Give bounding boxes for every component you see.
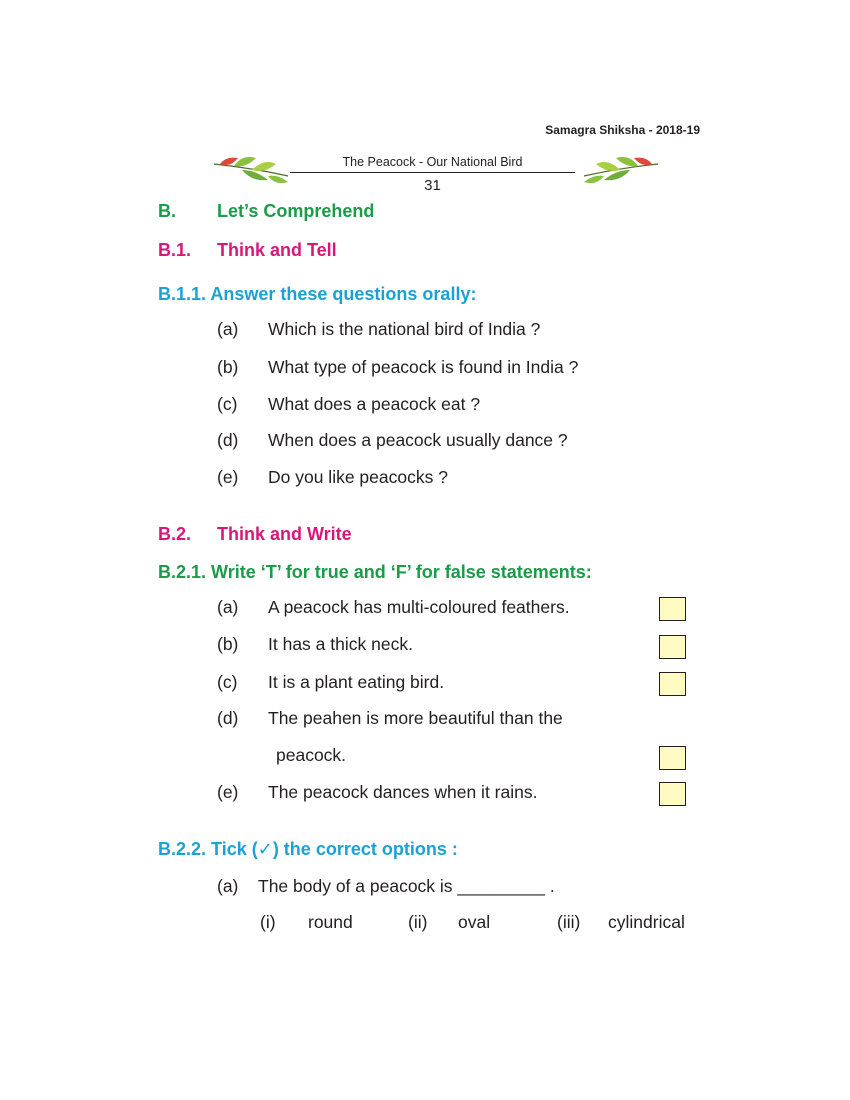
answer-box[interactable]: [659, 597, 686, 621]
list-item-text: When does a peacock usually dance ?: [268, 430, 568, 450]
option-label: (iii): [557, 912, 581, 932]
list-item-label: (a): [217, 319, 239, 339]
list-item-label: (d): [217, 708, 239, 728]
list-item-label: (e): [217, 782, 239, 802]
question-label: (a): [217, 876, 239, 896]
section-b1-number: B.1.: [158, 240, 192, 260]
list-item-text: A peacock has multi-coloured feathers.: [268, 597, 570, 617]
leaf-decoration-right-icon: [582, 150, 660, 188]
list-item-text: Which is the national bird of India ?: [268, 319, 541, 339]
leaf-decoration-left-icon: [212, 150, 290, 188]
section-b21-heading: [158, 562, 592, 583]
list-item-label: (b): [217, 357, 239, 377]
series-header: Samagra Shiksha - 2018-19: [545, 123, 700, 137]
section-b11-number: B.1.1.: [158, 284, 207, 304]
list-item-text: Do you like peacocks ?: [268, 467, 448, 487]
section-b-number: B.: [158, 201, 176, 221]
list-item-text: The peahen is more beautiful than the: [268, 708, 563, 728]
option-label: (ii): [408, 912, 428, 932]
section-b22-title: Tick (✓) the correct options :: [211, 839, 458, 859]
answer-box[interactable]: [659, 782, 686, 806]
chapter-title: The Peacock - Our National Bird: [342, 155, 523, 169]
section-b-title: Let’s Comprehend: [217, 201, 375, 221]
section-b2-title: Think and Write: [217, 524, 352, 544]
list-item-text: It has a thick neck.: [268, 634, 413, 654]
list-item-label: (c): [217, 672, 238, 692]
list-item-label: (e): [217, 467, 239, 487]
option-label: (i): [260, 912, 276, 932]
page-number: 31: [424, 177, 441, 194]
option-text[interactable]: round: [308, 912, 353, 932]
list-item-label: (b): [217, 634, 239, 654]
section-b21-title: Write ‘T’ for true and ‘F’ for false statements:: [211, 562, 592, 582]
question-text: The body of a peacock is _________ .: [258, 876, 555, 896]
list-item-text: What does a peacock eat ?: [268, 394, 481, 414]
section-b11-title: Answer these questions orally:: [210, 284, 477, 304]
list-item-text: It is a plant eating bird.: [268, 672, 445, 692]
header-rule: [290, 172, 575, 173]
list-item-text: What type of peacock is found in India ?: [268, 357, 579, 377]
section-b22-heading: [158, 839, 458, 860]
section-b21-number: B.2.1.: [158, 562, 207, 582]
answer-box[interactable]: [659, 635, 686, 659]
section-b11-heading: [158, 284, 476, 305]
option-text[interactable]: oval: [458, 912, 491, 932]
list-item-text: The peacock dances when it rains.: [268, 782, 538, 802]
section-b2-number: B.2.: [158, 524, 192, 544]
list-item-label: (a): [217, 597, 239, 617]
answer-box[interactable]: [659, 672, 686, 696]
answer-box[interactable]: [659, 746, 686, 770]
section-b1-title: Think and Tell: [217, 240, 337, 260]
list-item-label: (d): [217, 430, 239, 450]
option-text[interactable]: cylindrical: [608, 912, 685, 932]
list-item-text-continued: peacock.: [276, 745, 347, 765]
section-b22-number: B.2.2.: [158, 839, 207, 859]
list-item-label: (c): [217, 394, 238, 414]
